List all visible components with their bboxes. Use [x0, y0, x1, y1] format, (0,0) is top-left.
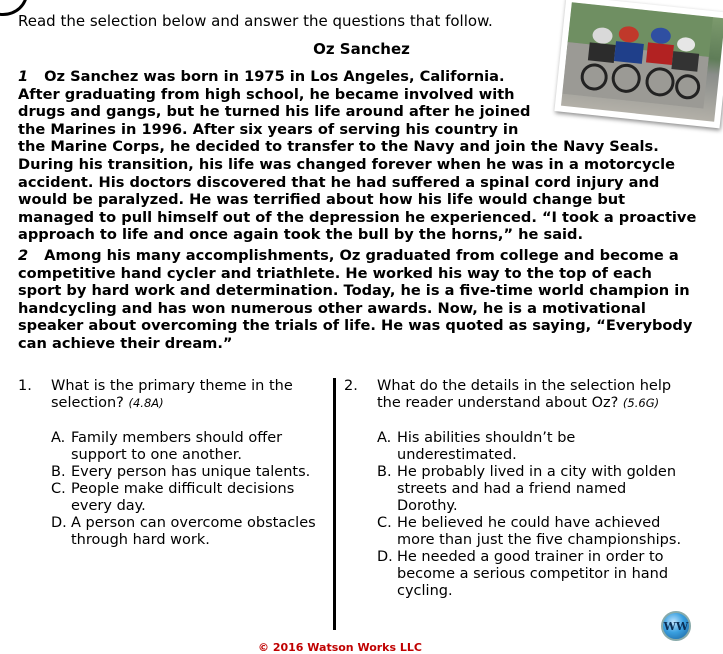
answer-option-c[interactable]: C. He believed he could have achieved more than just the five championships. — [377, 515, 682, 548]
answer-option-b[interactable]: B. Every person has unique talents. — [51, 464, 311, 480]
question-1 — [18, 378, 330, 549]
watson-works-logo: WW — [661, 611, 691, 641]
standard-code: (4.8A) — [128, 396, 164, 410]
passage-title: Oz Sanchez — [313, 40, 410, 58]
questions-section — [0, 378, 723, 640]
paragraph-text: Among his many accomplishments, Oz graduated from college and become a competitive hand cycler and triathlete. He worked his way to the top of each sport by hard work and determination. Today, he is a five-time world champion in handcycling and has won numerous other awards. Now, he is a motivational speaker about overcoming the trials of life. He was quoted as saying, “Everybody can achieve their dream.” — [18, 246, 693, 352]
copyright-notice: © 2016 Watson Works LLC — [258, 641, 422, 654]
question-number: 2. — [344, 378, 358, 394]
question-2 — [344, 378, 689, 600]
paragraph-number: 1 — [18, 68, 29, 85]
question-number: 1. — [18, 378, 32, 394]
paragraph-text: Oz Sanchez was born in 1975 in Los Angeles, California. After graduating from high school, he became involved with drugs and gangs, but he turned his life around after he joined the Marines in 1996. After six years of serving his country in the Marine Corps, he decided to transfer to the Navy and join the Navy Seals. During his transition, his life was changed forever when he was in a motorcycle accident. His doctors discovered that he had suffered a spinal cord injury and would be paralyzed. He was terrified about how his life would change but managed to pull himself out of the depression he experienced. “I took a proactive approach to life and once again took the bull by the horns,” he said. — [18, 68, 697, 244]
answer-option-d[interactable]: D. A person can overcome obstacles through hard work. — [51, 515, 316, 548]
answer-option-a[interactable]: A. His abilities shouldn’t be underestimated. — [377, 430, 576, 463]
passage — [18, 68, 698, 353]
standard-code: (5.6G) — [622, 396, 660, 410]
answer-option-d[interactable]: D. He needed a good trainer in order to become a serious competitor in hand cycling. — [377, 549, 669, 599]
answer-option-a[interactable]: A. Family members should offer support to one another. — [51, 430, 283, 463]
answer-option-c[interactable]: C. People make difficult decisions every day. — [51, 481, 295, 514]
column-divider — [333, 378, 336, 630]
instructions: Read the selection below and answer the questions that follow. — [18, 12, 493, 30]
question-stem: What do the details in the selection help the reader understand about Oz? — [377, 378, 672, 411]
question-stem: What is the primary theme in the selection? — [51, 378, 293, 411]
paragraph-number: 2 — [18, 246, 29, 264]
answer-option-b[interactable]: B. He probably lived in a city with golden streets and had a friend named Dorothy. — [377, 464, 677, 514]
paragraph-2 — [18, 247, 698, 353]
